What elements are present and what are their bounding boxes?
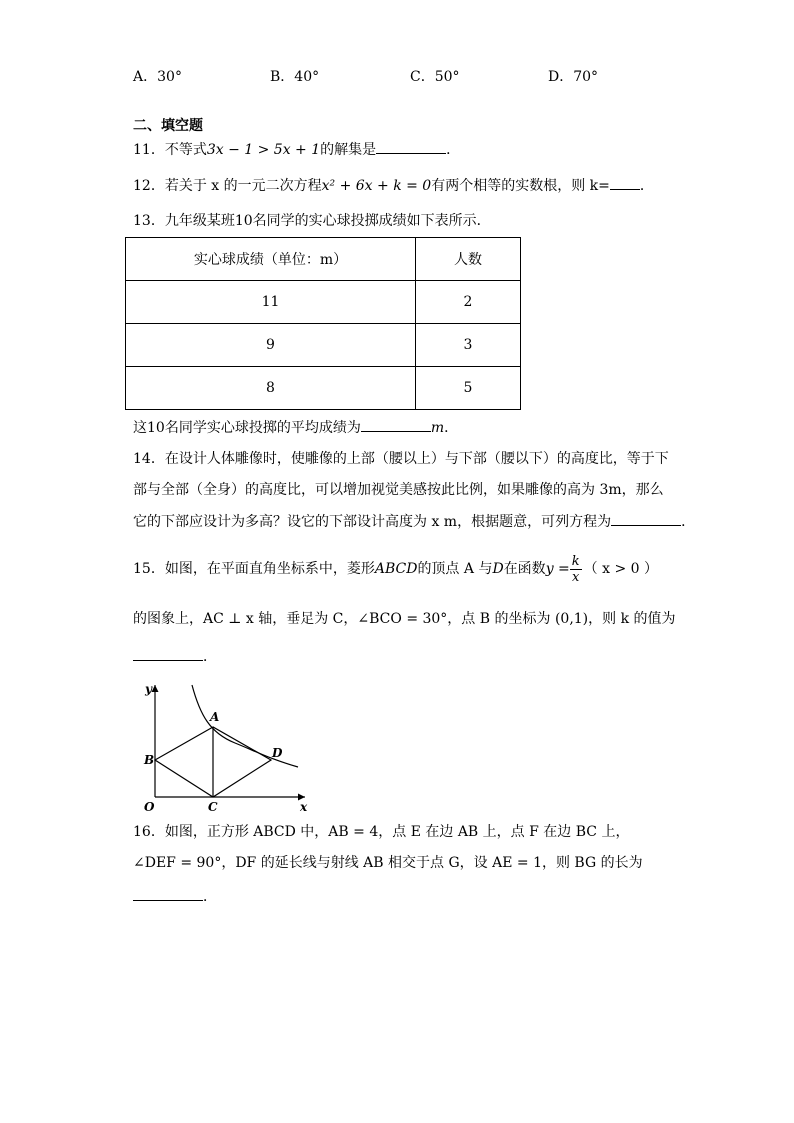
score-table (125, 237, 521, 410)
y-axis-arrow (152, 685, 159, 692)
question-14-line3: 它的下部应设计为多高？设它的下部设计高度为 x m，根据题意，可列方程为 ． (133, 511, 695, 532)
section-title: 二、填空题 (133, 118, 203, 134)
label-c: C (208, 800, 218, 814)
table-row (126, 324, 521, 367)
question-14-line2: 部与全部（全身）的高度比，可以增加视觉美感按此比例，如果雕像的高为 3m，那么 (133, 482, 664, 498)
q10-option-b: B．40° (270, 69, 320, 85)
question-12: 12．若关于 x 的一元二次方程x² + 6x + k = 0有两个相等的实数根，则 k= ． (133, 175, 654, 196)
table-cell: 3 (416, 324, 521, 367)
table-header: 人数 (416, 238, 521, 281)
question-14-line1: 14．在设计人体雕像时，使雕像的上部（腰以上）与下部（腰以下）的高度比，等于下 (133, 451, 669, 467)
table-cell: 9 (126, 324, 416, 367)
answer-blank[interactable] (133, 646, 203, 661)
table-cell: 5 (416, 367, 521, 410)
label-y: y (145, 682, 152, 696)
question-15-line1: 15．如图，在平面直角坐标系中，菱形ABCD的顶点 A 与D在函数y = $\frac{k}{x}$ （ x > 0 ） (133, 553, 659, 585)
label-b: B (144, 753, 155, 767)
question-16-line3: ． (133, 886, 217, 907)
label-x: x (300, 800, 308, 814)
question-16-line2: ∠DEF = 90°，DF 的延长线与射线 AB 相交于点 G，设 AE = 1，则 BG 的长为 (133, 855, 643, 871)
answer-blank[interactable] (610, 175, 640, 190)
question-15-line3: ． (133, 646, 217, 667)
table-header: 实心球成绩（单位：m） (126, 238, 416, 281)
answer-blank[interactable] (376, 139, 446, 154)
question-15-line2: 的图象上，AC ⊥ x 轴，垂足为 C，∠BCO = 30°，点 B 的坐标为 (0,1)，则 k 的值为 (133, 611, 676, 627)
answer-blank[interactable] (361, 417, 431, 432)
table-row (126, 367, 521, 410)
q10-option-c: C．50° (410, 69, 460, 85)
table-cell: 11 (126, 281, 416, 324)
question-13-intro: 13．九年级某班10名同学的实心球投掷成绩如下表所示． (133, 213, 491, 229)
q10-option-d: D．70° (548, 69, 599, 85)
table-header-row (126, 238, 521, 281)
question-13-after: 这10名同学实心球投掷的平均成绩为 m． (133, 417, 458, 438)
question-16-line1: 16．如图，正方形 ABCD 中，AB = 4，点 E 在边 AB 上，点 F 在边 BC 上， (133, 824, 630, 840)
label-a: A (210, 710, 220, 724)
question-11: 11．不等式3x − 1 > 5x + 1的解集是 ． (133, 139, 460, 160)
fraction-k-over-x: $\frac{k}{x}$ (571, 553, 580, 585)
answer-blank[interactable] (133, 886, 203, 901)
q10-option-a: A．30° (133, 69, 182, 85)
label-d: D (272, 746, 283, 760)
label-o: O (144, 800, 155, 814)
rhombus-coordinate-figure (140, 675, 320, 815)
table-row (126, 281, 521, 324)
table-cell: 2 (416, 281, 521, 324)
answer-blank[interactable] (611, 511, 681, 526)
table-cell: 8 (126, 367, 416, 410)
